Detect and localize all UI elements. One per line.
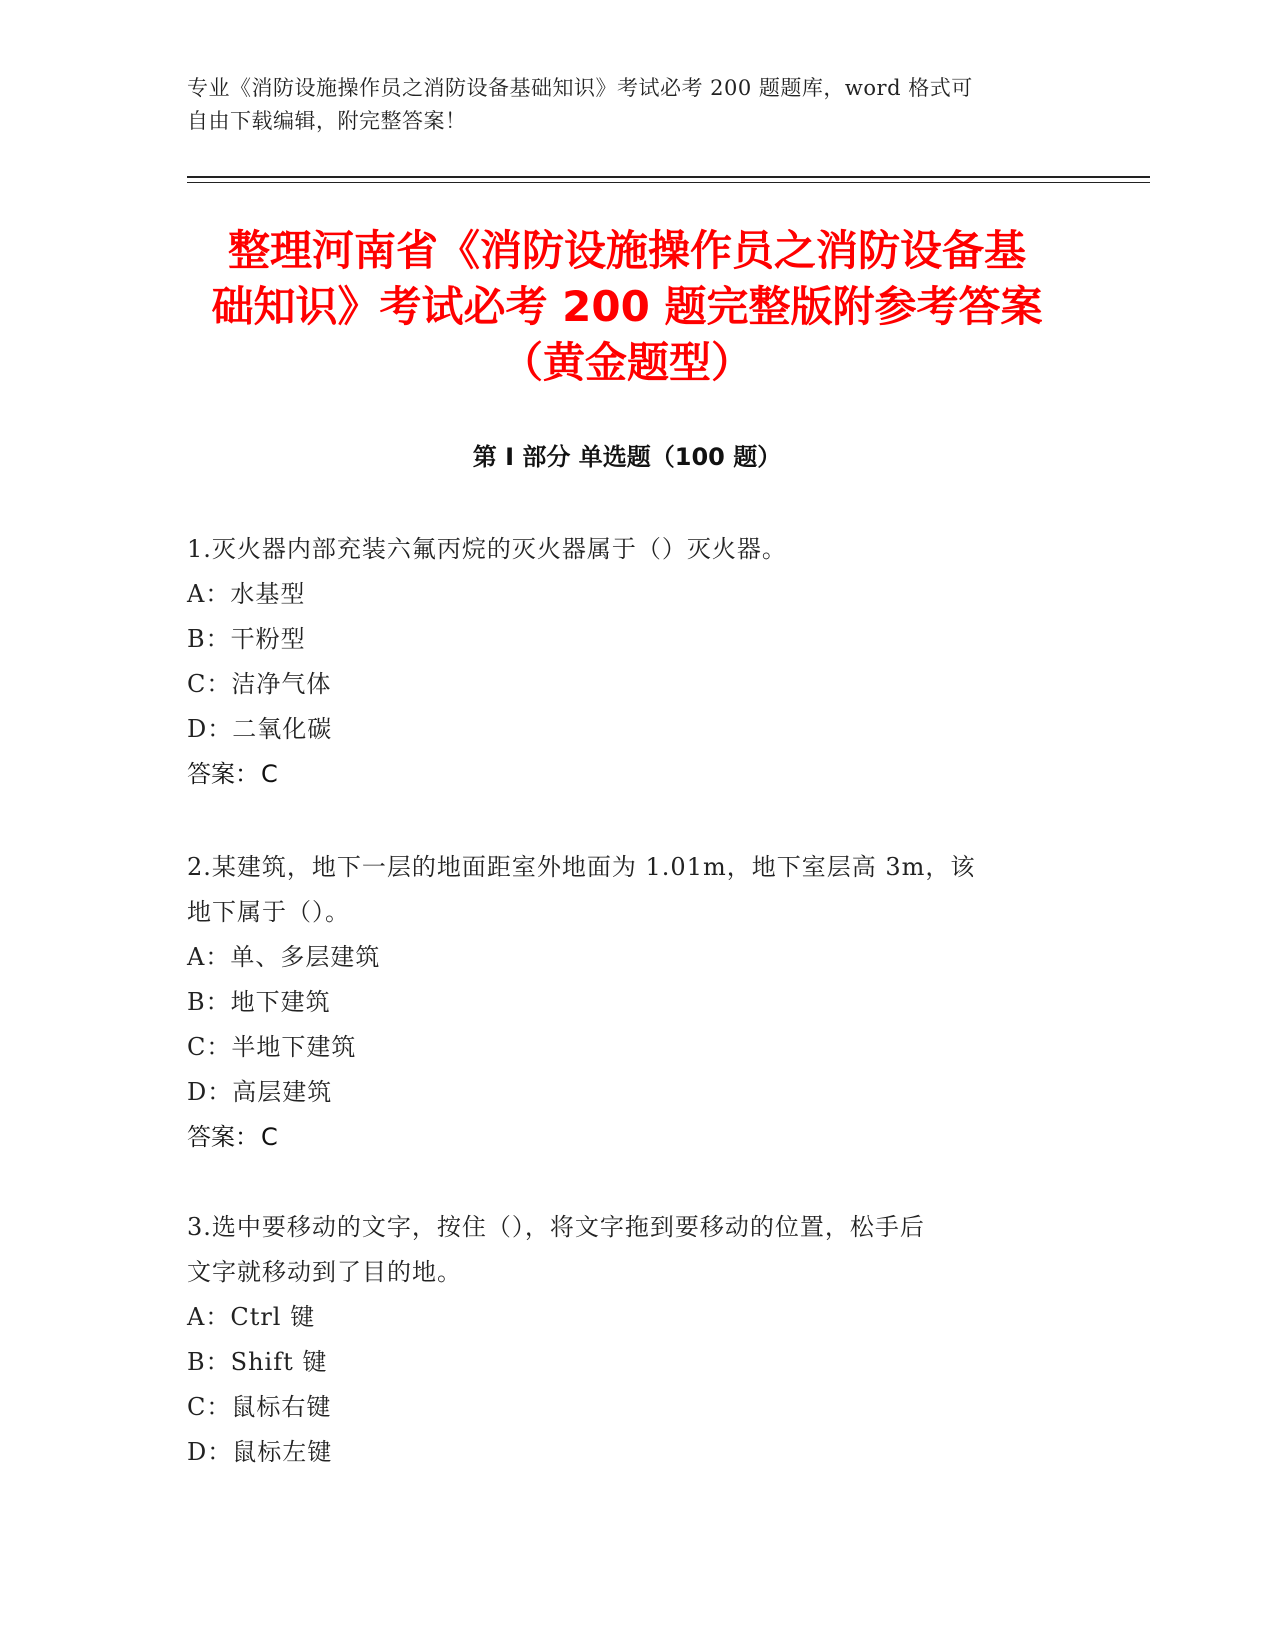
question-3 xyxy=(187,1205,1067,1475)
section-heading: 第 I 部分 单选题（100 题） xyxy=(472,443,782,471)
question-stem-line-2: 地下属于（）。 xyxy=(187,898,350,926)
title-line-1: 整理河南省《消防设施操作员之消防设备基 xyxy=(227,226,1026,275)
header-divider-thin xyxy=(187,182,1150,183)
intro-line-1: 专业《消防设施操作员之消防设备基础知识》考试必考 200 题题库，word 格式可 xyxy=(187,76,973,100)
option-b: B：干粉型 xyxy=(187,625,306,653)
question-stem: 1.灭火器内部充装六氟丙烷的灭火器属于（）灭火器。 xyxy=(187,535,787,563)
intro-text xyxy=(187,72,1067,138)
option-c: C：半地下建筑 xyxy=(187,1033,357,1061)
question-stem-line-2: 文字就移动到了目的地。 xyxy=(187,1258,462,1286)
option-a: A：水基型 xyxy=(187,580,306,608)
option-a: A：Ctrl 键 xyxy=(187,1303,316,1331)
answer-label: 答案： xyxy=(187,760,259,788)
option-b: B：地下建筑 xyxy=(187,988,331,1016)
option-a: A：单、多层建筑 xyxy=(187,943,381,971)
question-stem-line-1: 3.选中要移动的文字，按住（），将文字拖到要移动的位置，松手后 xyxy=(187,1213,925,1241)
title-line-3: （黄金题型） xyxy=(500,338,753,387)
answer-line xyxy=(187,752,1067,797)
question-stem-line-1: 2.某建筑，地下一层的地面距室外地面为 1.01m，地下室层高 3m，该 xyxy=(187,853,976,881)
answer-value: C xyxy=(261,760,278,788)
answer-label: 答案： xyxy=(187,1123,259,1151)
document-title xyxy=(187,223,1067,391)
intro-line-2: 自由下载编辑，附完整答案！ xyxy=(187,109,467,133)
answer-line xyxy=(187,1115,1067,1160)
title-line-2: 础知识》考试必考 200 题完整版附参考答案 xyxy=(211,282,1043,331)
option-b: B：Shift 键 xyxy=(187,1348,328,1376)
option-c: C：鼠标右键 xyxy=(187,1393,332,1421)
option-c: C：洁净气体 xyxy=(187,670,332,698)
answer-value: C xyxy=(261,1123,278,1151)
option-d: D：高层建筑 xyxy=(187,1078,333,1106)
option-d: D：鼠标左键 xyxy=(187,1438,333,1466)
question-2 xyxy=(187,845,1067,1160)
header-divider-thick xyxy=(187,176,1150,178)
question-1 xyxy=(187,527,1067,797)
option-d: D：二氧化碳 xyxy=(187,715,333,743)
